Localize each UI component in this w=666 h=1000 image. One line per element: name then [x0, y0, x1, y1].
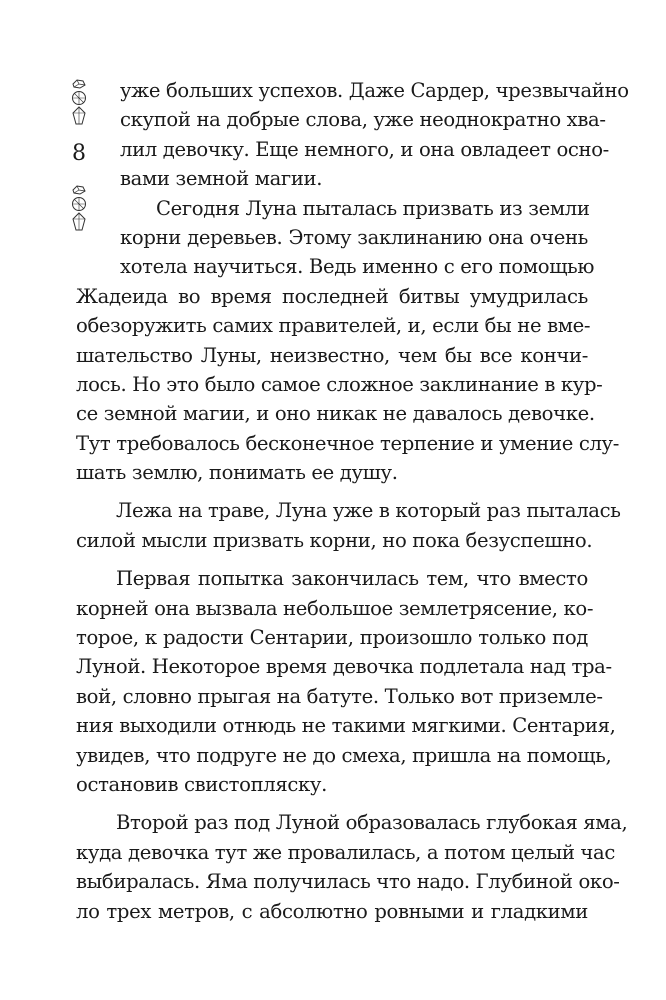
text-line: Тут требовалось бесконечное терпение и умение слу-: [76, 431, 619, 455]
text-line: Лежа на траве, Луна уже в который раз пыталась: [116, 499, 621, 523]
text-line: силой мысли призвать корни, но пока безуспешно.: [76, 528, 593, 552]
text-line: се земной магии, и оно никак не давалось девочке.: [76, 402, 595, 426]
text-line: корней она вызвала небольшое землетрясение, ко-: [76, 596, 594, 620]
text-line: скупой на добрые слова, уже неоднократно хва-: [120, 108, 606, 132]
paragraph: [76, 496, 621, 555]
text-line: обезоружить самих правителей, и, если бы не вме-: [76, 314, 591, 338]
text-line: корни деревьев. Этому заклинанию она очень: [120, 225, 588, 249]
paragraph: [76, 194, 619, 488]
paragraph: [120, 76, 629, 194]
text-line: торое, к радости Сентарии, произошло только под: [76, 626, 588, 650]
text-line: Второй раз под Луной образовалась глубокая яма,: [116, 811, 628, 835]
text-line: уже больших успехов. Даже Сардер, чрезвычайно: [120, 79, 629, 102]
text-line: Луной. Некоторое время девочка подлетала над тра-: [76, 655, 612, 679]
text-line: остановив свистопляску.: [76, 772, 327, 796]
text-line: лось. Но это было самое сложное заклинание в кур-: [76, 372, 603, 396]
text-line: Сегодня Луна пыталась призвать из земли: [156, 196, 590, 220]
text-line: куда девочка тут же провалилась, а потом целый час: [76, 840, 615, 864]
text-line: шательство Луны, неизвестно, чем бы все кончи-: [76, 343, 588, 367]
text-line: выбиралась. Яма получилась что надо. Глубиной око-: [76, 870, 620, 894]
text-line: шать землю, понимать ее душу.: [76, 461, 398, 485]
text-line: увидев, что подруге не до смеха, пришла на помощь,: [76, 743, 612, 767]
text-line: Жадеида во время последней битвы умудрилась: [76, 284, 588, 308]
paragraph: [76, 808, 628, 926]
text-line: ло трех метров, с абсолютно ровными и гладкими: [76, 899, 588, 923]
text-line: лил девочку. Еще немного, и она овладеет осно-: [120, 137, 609, 161]
text-line: хотела научиться. Ведь именно с его помощью: [120, 255, 595, 279]
text-line: ния выходили отнюдь не такими мягкими. Сентария,: [76, 714, 616, 738]
paragraph: [76, 564, 616, 799]
page-number: 8: [72, 141, 86, 166]
body-text: [76, 76, 629, 926]
text-line: вами земной магии.: [120, 167, 323, 191]
text-line: вой, словно прыгая на батуте. Только вот приземле-: [76, 684, 603, 708]
text-line: Первая попытка закончилась тем, что вместо: [116, 567, 588, 591]
